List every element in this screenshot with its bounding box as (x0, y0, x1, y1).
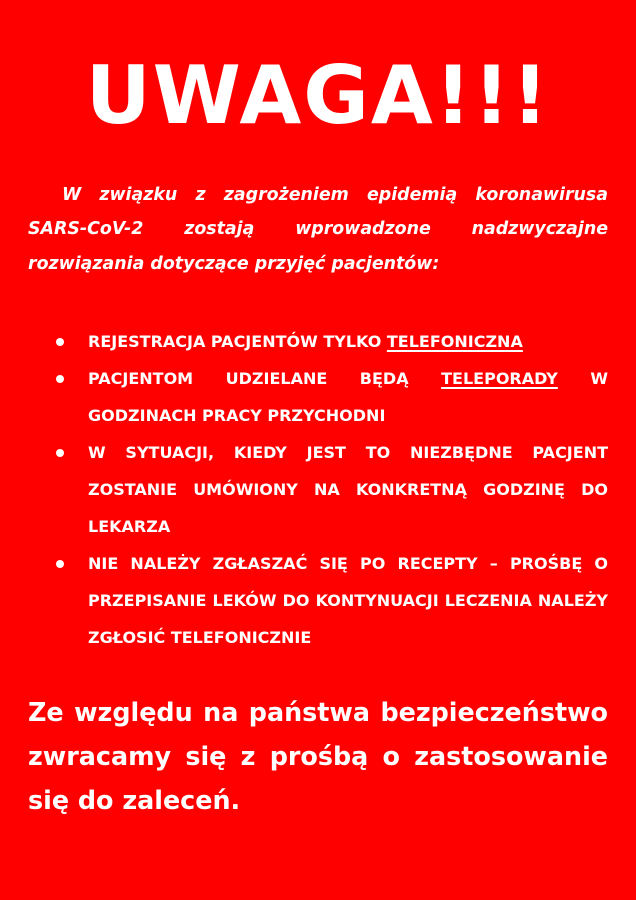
bullet-icon (56, 560, 64, 568)
bullet-icon (56, 449, 64, 457)
list-item (56, 545, 608, 656)
underlined-text: TELEFONICZNA (386, 332, 523, 351)
closing-paragraph: Ze względu na państwa bezpieczeństwo zwracamy się z prośbą o zastosowanie się do zaleceń. (28, 697, 608, 815)
intro-paragraph: W związku z zagrożeniem epidemią koronawirusa SARS-CoV-2 zostają wprowadzone nadzwyczajne rozwiązania dotyczące przyjęć pacjentów: (28, 185, 608, 274)
list-item (56, 360, 608, 434)
underlined-text: TELEPORADY (441, 369, 558, 388)
list-item-text: REJESTRACJA PACJENTÓW TYLKO (88, 332, 387, 351)
list-item (56, 434, 608, 545)
bullet-icon (56, 375, 64, 383)
list-item (56, 323, 608, 360)
list-item-text: PACJENTOM UDZIELANE BĘDĄ (88, 369, 442, 388)
poster-title: UWAGA!!! (85, 49, 551, 142)
list-item-text: W SYTUACJI, KIEDY JEST TO NIEZBĘDNE PACJENT ZOSTANIE UMÓWIONY NA KONKRETNĄ GODZINĘ DO LEKARZA (88, 443, 608, 536)
list-item-text: NIE NALEŻY ZGŁASZAĆ SIĘ PO RECEPTY – PROŚBĘ O PRZEPISANIE LEKÓW DO KONTYNUACJI LECZENIA NALEŻY ZGŁOSIĆ TELEFONICZNIE (88, 554, 608, 647)
list-item-text-tail: W GODZINACH PRACY PRZYCHODNI (88, 369, 609, 425)
bullet-icon (56, 338, 64, 346)
rules-list (56, 323, 608, 656)
